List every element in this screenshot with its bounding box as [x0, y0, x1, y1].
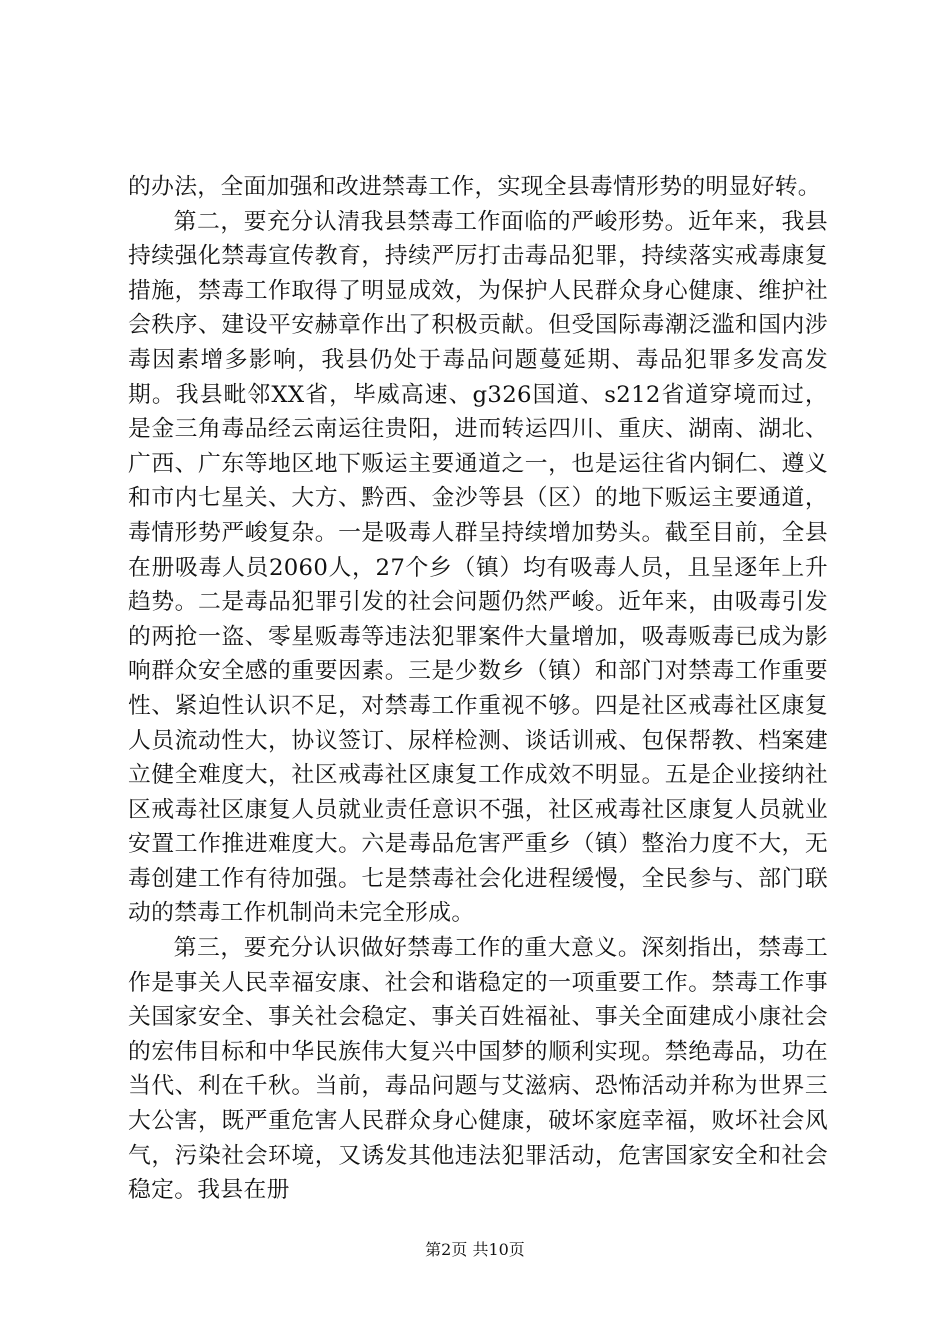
paragraph-third-point: 第三，要充分认识做好禁毒工作的重大意义。深刻指出，禁毒工作是事关人民幸福安康、社会和谐稳定的一项重要工作。禁毒工作事关国家安全、事关社会稳定、事关百姓福祉、事关全面建成小康社会的宏伟目标和中华民族伟大复兴中国梦的顺利实现。禁绝毒品，功在当代、利在千秋。当前，毒品问题与艾滋病、恐怖活动并称为世界三大公害，既严重危害人民群众身心健康，破坏家庭幸福，败坏社会风气，污染社会环境，又诱发其他违法犯罪活动，危害国家安全和社会稳定。我县在册: [128, 935, 828, 1204]
paragraph-continuation: 的办法，全面加强和改进禁毒工作，实现全县毒情形势的明显好转。: [128, 174, 821, 200]
document-body: [128, 170, 828, 1208]
page-number-label: 第2页 共10页: [425, 1240, 525, 1259]
page-footer: [0, 1240, 950, 1260]
paragraph-second-point: 第二，要充分认清我县禁毒工作面临的严峻形势。近年来，我县持续强化禁毒宣传教育，持续严厉打击毒品犯罪，持续落实戒毒康复措施，禁毒工作取得了明显成效，为保护人民群众身心健康、维护社会秩序、建设平安赫章作出了积极贡献。但受国际毒潮泛滥和国内涉毒因素增多影响，我县仍处于毒品问题蔓延期、毒品犯罪多发高发期。我县毗邻XX省，毕威高速、g326国道、s212省道穿境而过，是金三角毒品经云南运往贵阳，进而转运四川、重庆、湖南、湖北、广西、广东等地区地下贩运主要通道之一，也是运往省内铜仁、遵义和市内七星关、大方、黔西、金沙等县（区）的地下贩运主要通道，毒情形势严峻复杂。一是吸毒人群呈持续增加势头。截至目前，全县在册吸毒人员2060人，27个乡（镇）均有吸毒人员，且呈逐年上升趋势。二是毒品犯罪引发的社会问题仍然严峻。近年来，由吸毒引发的两抢一盗、零星贩毒等违法犯罪案件大量增加，吸毒贩毒已成为影响群众安全感的重要因素。三是少数乡（镇）和部门对禁毒工作重要性、紧迫性认识不足，对禁毒工作重视不够。四是社区戒毒社区康复人员流动性大，协议签订、尿样检测、谈话训戒、包保帮教、档案建立健全难度大，社区戒毒社区康复工作成效不明显。五是企业接纳社区戒毒社区康复人员就业责任意识不强，社区戒毒社区康复人员就业安置工作推进难度大。六是毒品危害严重乡（镇）整治力度不大，无毒创建工作有待加强。七是禁毒社会化进程缓慢，全民参与、部门联动的禁毒工作机制尚未完全形成。: [128, 208, 828, 927]
